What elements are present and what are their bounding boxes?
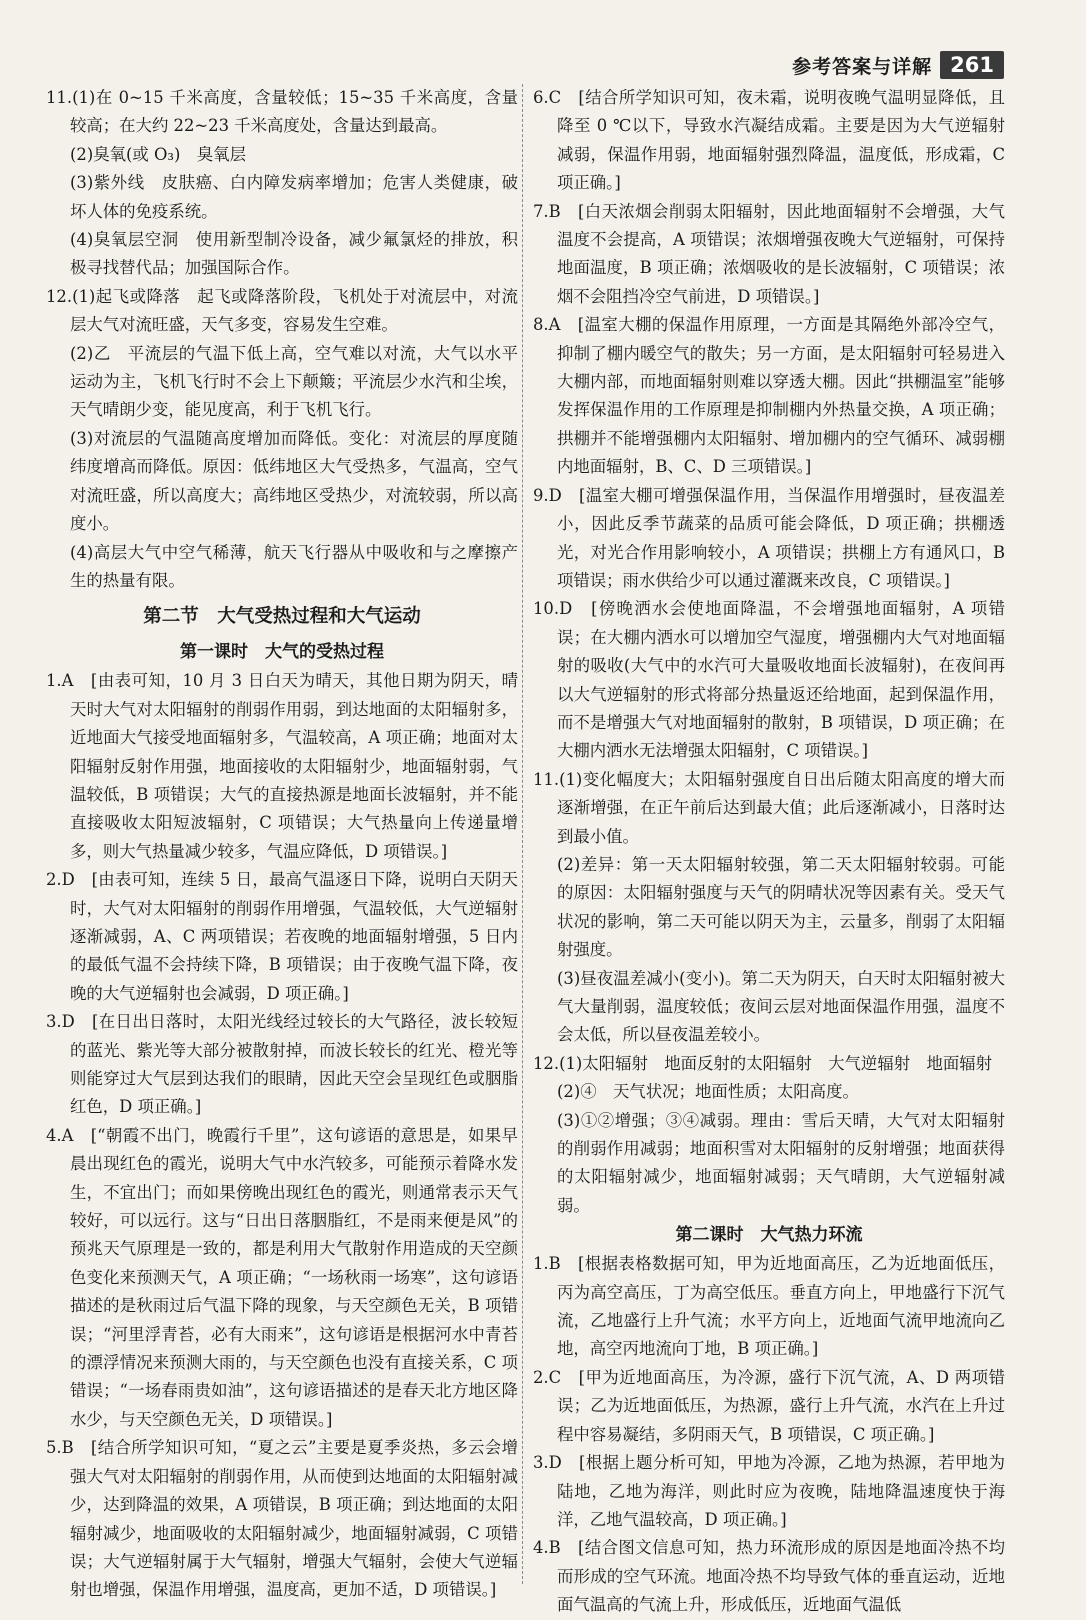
answer-item: 5.B [结合所学知识可知，“夏之云”主要是夏季炎热，多云会增强大气对太阳辐射的削弱作用，从而使到达地面的太阳辐射减少，达到降温的效果，A 项错误，B 项正确；到达地面的太阳辐射减少，地面吸收的太阳辐射减少，地面辐射减弱，C 项错误；大气逆辐射属于大气辐射，增强大气辐射，会使大气逆辐射也增强，保温作用增强，温度高，更加不适，D 项错误。] [46,1438,518,1600]
answer-item: 1.B [根据表格数据可知，甲为近地面高压，乙为近地面低压，丙为高空高压，丁为高空低压。垂直方向上，甲地盛行下沉气流，乙地盛行上升气流；水平方向上，近地面气流甲地流向乙地，高空丙地流向丁地，B 项正确。] [533,1254,1005,1359]
answer-item: 9.D [温室大棚可增强保温作用，当保温作用增强时，昼夜温差小，因此反季节蔬菜的品质可能会降低，D 项正确；拱棚透光，对光合作用影响较小，A 项错误；拱棚上方有通风口，B 项错误；雨水供给少可以通过灌溉来改良，C 项错误。] [533,485,1005,590]
column-divider [522,84,523,1584]
header-title: 参考答案与详解 [792,55,933,78]
answer-item: 11.(1)变化幅度大；太阳辐射强度自日出后随太阳高度的增大而逐渐增强，在正午前后达到最大值；此后逐渐减小，日落时达到最小值。 [533,769,1005,846]
lesson-title: 第一课时 大气的受热过程 [180,642,384,663]
lesson-title: 第二课时 大气热力环流 [675,1225,863,1246]
answer-item: 6.C [结合所学知识可知，夜未霜，说明夜晚气温明显降低，且降至 0 ℃以下，导致水汽凝结成霜。主要是因为大气逆辐射减弱，保温作用弱，地面辐射强烈降温，温度低，形成霜，C 项正确。] [533,88,1005,193]
answer-subitem: (2)差异：第一天太阳辐射较强，第二天太阳辐射较弱。可能的原因：太阳辐射强度与天气的阴晴状况等因素有关。受天气状况的影响，第二天可能以阴天为主，云量多，削弱了太阳辐射强度。 [557,854,1005,960]
answer-subitem: (2)④ 天气状况；地面性质；太阳高度。 [557,1082,859,1102]
answer-item: 8.A [温室大棚的保温作用原理，一方面是其隔绝外部冷空气，抑制了棚内暖空气的散失；另一方面，是太阳辐射可轻易进入大棚内部，而地面辐射则难以穿透大棚。因此“拱棚温室”能够发挥保温作用的工作原理是抑制棚内外热量交换，A 项正确；拱棚并不能增强棚内太阳辐射、增加棚内的空气循环、减弱棚内地面辐射，B、C、D 三项错误。] [533,315,1005,477]
answer-item: 4.B [结合图文信息可知，热力环流形成的原因是地面冷热不均而形成的空气环流。地面冷热不均导致气体的垂直运动，近地面气温高的气流上升，形成低压，近地面气温低 [533,1538,1005,1615]
right-column [533,84,1005,1620]
answer-subitem: (3)紫外线 皮肤癌、白内障发病率增加；危害人类健康，破坏人体的免疫系统。 [70,173,518,221]
answer-item: 2.D [由表可知，连续 5 日，最高气温逐日下降，说明白天阴天时，大气对太阳辐射的削弱作用增强，气温较低，大气逆辐射逐渐减弱，A、C 两项错误；若夜晚的地面辐射增强，5 日内的最低气温不会持续下降，B 项错误；由于夜晚气温下降，夜晚的大气逆辐射也会减弱，D 项正确。] [46,870,518,1003]
answer-subitem: (2)乙 平流层的气温下低上高，空气难以对流，大气以水平运动为主，飞机飞行时不会上下颠簸；平流层少水汽和尘埃，天气晴朗少变，能见度高，利于飞机飞行。 [70,343,518,420]
answer-item: 3.D [根据上题分析可知，甲地为冷源，乙地为热源，若甲地为陆地，乙地为海洋，则此时应为夜晚，陆地降温速度快于海洋，乙地气温较高，D 项正确。] [533,1453,1005,1529]
answer-item: 7.B [白天浓烟会削弱太阳辐射，因此地面辐射不会增强，大气温度不会提高，A 项错误；浓烟增强夜晚大气逆辐射，可保持地面温度，B 项正确；浓烟吸收的是长波辐射，C 项错误；浓烟不会阻挡冷空气前进，D 项错误。] [533,201,1005,306]
page-number: 261 [940,51,1004,79]
section-title: 第二节 大气受热过程和大气运动 [143,606,421,628]
answer-subitem: (4)高层大气中空气稀薄，航天飞行器从中吸收和与之摩擦产生的热量有限。 [70,542,518,590]
left-column [46,84,518,1605]
answer-item: 12.(1)起飞或降落 起飞或降落阶段，飞机处于对流层中，对流层大气对流旺盛，天气多变，容易发生空难。 [46,286,518,335]
answer-item: 2.C [甲为近地面高压，为冷源，盛行下沉气流，A、D 两项错误；乙为近地面低压，为热源，盛行上升气流，水汽在上升过程中容易凝结，多阴雨天气，B 项错误，C 项正确。] [533,1367,1005,1444]
answer-item: 11.(1)在 0~15 千米高度，含量较低；15~35 千米高度，含量较高；在大约 22~23 千米高度处，含量达到最高。 [46,88,518,136]
answer-subitem: (3)①②增强；③④减弱。理由：雪后天晴，大气对太阳辐射的削弱作用减弱；地面积雪对太阳辐射的反射增强；地面获得的太阳辐射减少，地面辐射减弱；天气晴朗，大气逆辐射减弱。 [557,1110,1005,1215]
answer-item: 12.(1)太阳辐射 地面反射的太阳辐射 大气逆辐射 地面辐射 [533,1053,993,1073]
answer-subitem: (3)昼夜温差减小(变小)。第二天为阴天，白天时太阳辐射被大气大量削弱，温度较低；夜间云层对地面保温作用强，温度不会太低，所以昼夜温差较小。 [557,968,1005,1045]
answer-item: 1.A [由表可知，10 月 3 日白天为晴天，其他日期为阴天，晴天时大气对太阳辐射的削弱作用弱，到达地面的太阳辐射多，近地面大气接受地面辐射多，气温较高，A 项正确；地面对太阳辐射反射作用强，地面接收的太阳辐射少，地面辐射弱，气温较低，B 项错误；大气的直接热源是地面长波辐射，并不能直接吸收太阳短波辐射，C 项错误；大气热量向上传递量增多，则大气热量减少较多，气温应降低，D 项错误。] [46,671,518,861]
answer-subitem: (4)臭氧层空洞 使用新型制冷设备，减少氟氯烃的排放，积极寻找替代品；加强国际合作。 [70,230,518,278]
answer-subitem: (2)臭氧(或 O₃) 臭氧层 [70,144,246,164]
answer-subitem: (3)对流层的气温随高度增加而降低。变化：对流层的厚度随纬度增高而降低。原因：低纬地区大气受热多，气温高，空气对流旺盛，所以高度大；高纬地区受热少，对流较弱，所以高度小。 [70,428,518,534]
page-header [792,50,1004,80]
answer-item: 3.D [在日出日落时，太阳光线经过较长的大气路径，波长较短的蓝光、紫光等大部分被散射掉，而波长较长的红光、橙光等则能穿过大气层到达我们的眼睛，因此天空会呈现红色或胭脂红色，D 项正确。] [46,1012,518,1117]
answer-item: 4.A [“朝霞不出门，晚霞行千里”，这句谚语的意思是，如果早晨出现红色的霞光，说明大气中水汽较多，可能预示着降水发生，不宜出门；而如果傍晚出现红色的霞光，则通常表示天气较好，可以远行。这与“日出日落胭脂红，不是雨来便是风”的预兆天气原理是一致的，都是利用大气散射作用造成的天空颜色变化来预测天气，A 项正确；“一场秋雨一场寒”，这句谚语描述的是秋雨过后气温下降的现象，与天空颜色无关，B 项错误；“河里浮青苔，必有大雨来”，这句谚语是根据河水中青苔的漂浮情况来预测大雨的，与天空颜色也没有直接关系，C 项错误；“一场春雨贵如油”，这句谚语描述的是春天北方地区降水少，与天空颜色无关，D 项错误。] [46,1125,518,1429]
answer-item: 10.D [傍晚洒水会使地面降温，不会增强地面辐射，A 项错误；在大棚内洒水可以增加空气湿度，增强棚内大气对地面辐射的吸收(大气中的水汽可大量吸收地面长波辐射)，在夜间再以大气逆辐射的形式将部分热量返还给地面，起到保温作用，而不是增强大气对地面辐射的散射，B 项错误，D 项正确；在大棚内洒水无法增强太阳辐射，C 项错误。] [533,599,1005,761]
